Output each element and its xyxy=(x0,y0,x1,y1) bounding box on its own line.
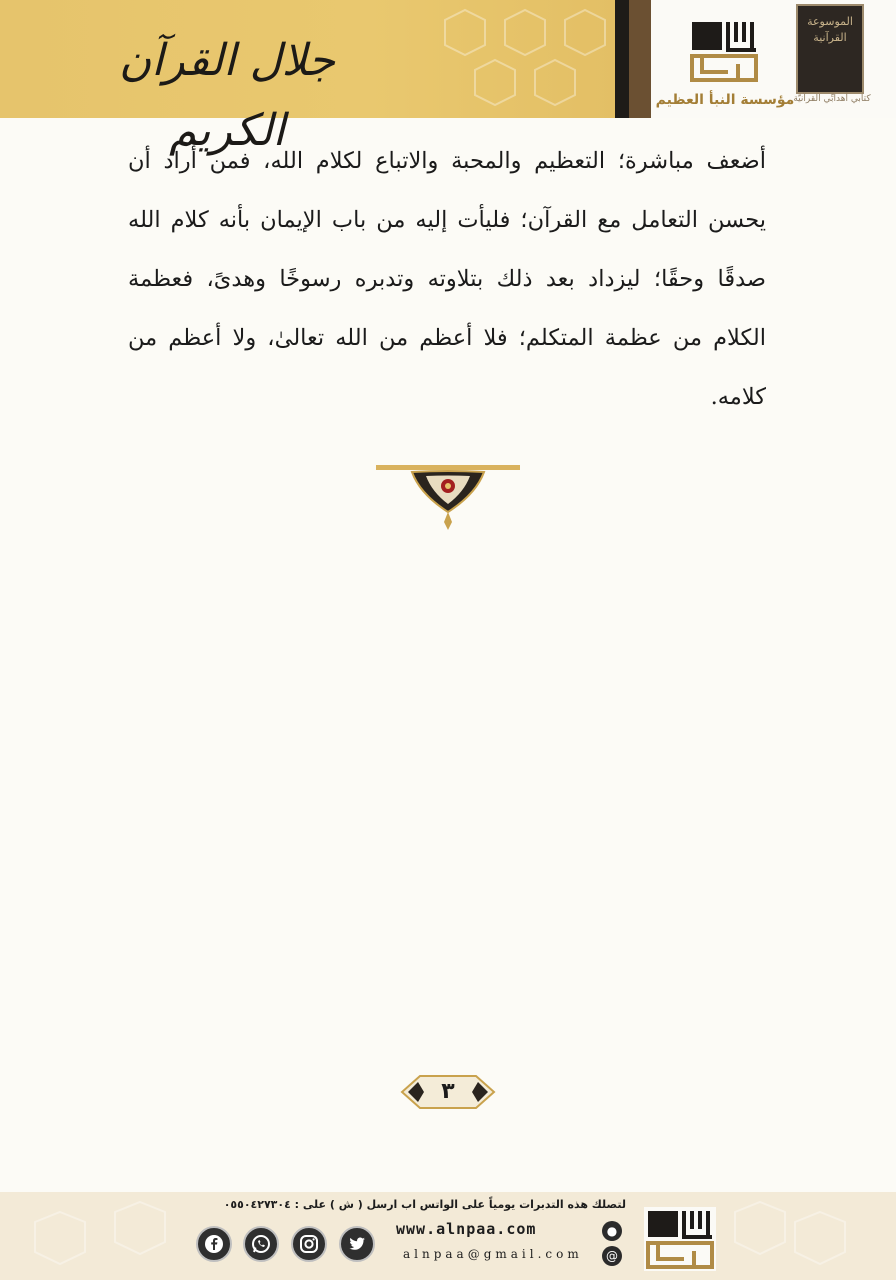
main-content xyxy=(128,132,766,427)
encyclopedia-logo-icon xyxy=(796,4,864,94)
header-dark-stripe xyxy=(615,0,629,118)
website-link[interactable]: www.alnpaa.com xyxy=(396,1220,537,1238)
email-link[interactable]: alnpaa@gmail.com xyxy=(403,1247,583,1261)
page-header xyxy=(0,0,896,156)
whatsapp-icon[interactable] xyxy=(243,1226,279,1262)
header-brown-stripe xyxy=(629,0,651,118)
encyclopedia-logo-label: الموسوعة القرآنية xyxy=(807,15,853,44)
body-paragraph: أضعف مباشرة؛ التعظيم والمحبة والاتباع لكلام الله، فمن أراد أن يحسن التعامل مع القرآن؛ فليأت إليه من باب الإيمان بأنه كلام الله صدقًا وحقًا؛ ليزداد بعد ذلك بتلاوته وتدبره رسوخًا وهدىً، فعظمة الكلام من عظمة المتكلم؛ فلا أعظم من الله تعالىٰ، ولا أعظم من كلامه. xyxy=(128,148,766,410)
page-number-frame xyxy=(398,1070,498,1114)
alnabaa-logo-icon xyxy=(688,18,760,84)
book-title: جلال القرآن الكريم xyxy=(118,35,336,156)
at-sign-icon: @ xyxy=(602,1246,622,1266)
twitter-icon[interactable] xyxy=(339,1226,375,1262)
instagram-icon[interactable] xyxy=(291,1226,327,1262)
geometric-pattern-icon xyxy=(435,0,615,118)
subscribe-text: لتصلك هذه التدبرات يومياً على الواتس اب ارسل ( ش ) على : ٠٥٥٠٤٢٧٣٠٤ xyxy=(223,1198,626,1211)
facebook-icon[interactable] xyxy=(196,1226,232,1262)
globe-icon: ● xyxy=(602,1221,622,1241)
page-number: ٣ xyxy=(441,1079,455,1104)
institution-name: مؤسسة النبأ العظيم xyxy=(655,92,795,108)
encyclopedia-caption: كتابي أهدابِّي القرآنيّة xyxy=(793,94,871,104)
footer-logo-icon xyxy=(644,1207,716,1271)
section-divider-ornament-icon xyxy=(376,462,520,534)
